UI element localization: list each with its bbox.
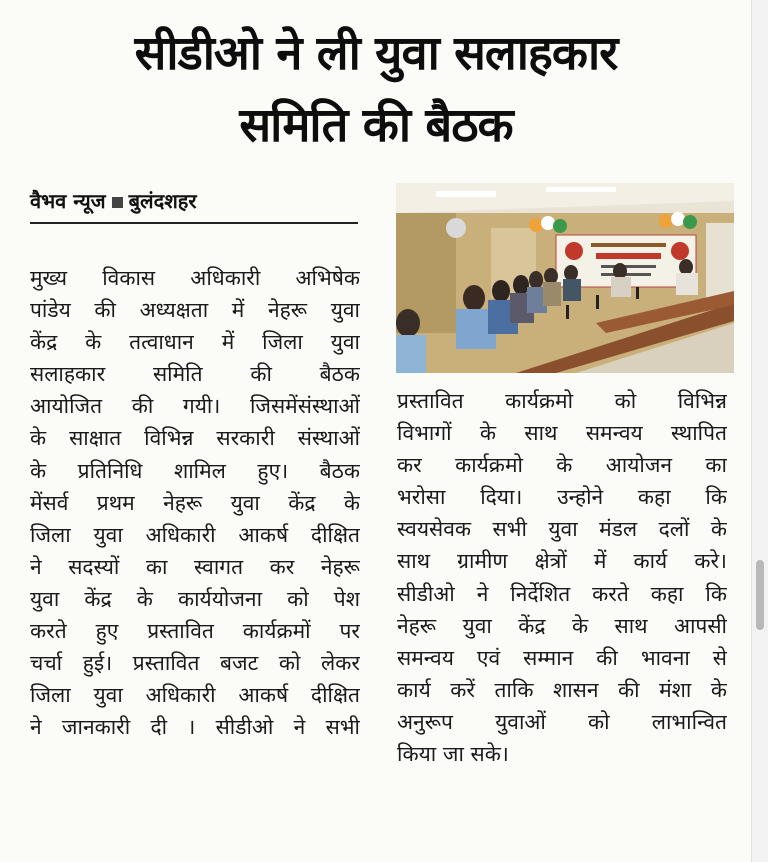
text-line: अनुरूप युवाओं को लाभान्वित xyxy=(397,709,727,734)
article-column-1 xyxy=(30,262,360,743)
text-line: विभागों के साथ समन्वय स्थापित xyxy=(397,421,727,446)
byline-place: बुलंदशहर xyxy=(128,189,197,213)
text-line: युवा केंद्र के कार्ययोजना को पेश xyxy=(30,586,360,611)
text-line: सलाहकार समिति की बैठक xyxy=(30,362,360,387)
headline-line-1: सीडीओ ने ली युवा सलाहकार xyxy=(134,26,618,81)
text-line: कर कार्यक्रमो के आयोजन का xyxy=(397,453,727,478)
text-line: के साक्षात विभिन्न सरकारी संस्थाओं xyxy=(30,426,360,451)
text-line: कार्य करें ताकि शासन की मंशा के xyxy=(397,677,727,702)
headline xyxy=(0,18,752,162)
text-line: आयोजित की गयी। जिसमेंसंस्थाओं xyxy=(30,394,360,419)
text-line: के प्रतिनिधि शामिल हुए। बैठक xyxy=(30,458,360,483)
text-line: किया जा सके। xyxy=(397,742,509,767)
article-column-2 xyxy=(397,385,727,770)
text-line: मेंसर्व प्रथम नेहरू युवा केंद्र के xyxy=(30,490,360,515)
text-line: समन्वय एवं सम्मान की भावना से xyxy=(397,645,727,670)
text-line: जिला युवा अधिकारी आकर्ष दीक्षित xyxy=(30,522,360,547)
square-bullet-icon xyxy=(112,197,123,208)
text-line: पांडेय की अध्यक्षता में नेहरू युवा xyxy=(30,298,360,323)
text-line: ने जानकारी दी । सीडीओ ने सभी xyxy=(30,715,360,740)
text-line: नेहरू युवा केंद्र के साथ आपसी xyxy=(397,613,727,638)
meeting-photo xyxy=(396,183,734,373)
headline-line-2: समिति की बैठक xyxy=(239,98,513,153)
text-line: करते हुए प्रस्तावित कार्यक्रमों पर xyxy=(30,619,360,644)
text-line: साथ ग्रामीण क्षेत्रों में कार्य करे। xyxy=(397,549,727,574)
text-line: प्रस्तावित कार्यक्रमो को विभिन्न xyxy=(397,389,727,413)
vertical-scrollbar[interactable] xyxy=(751,0,768,862)
text-line: चर्चा हुई। प्रस्तावित बजट को लेकर xyxy=(30,651,360,676)
text-line: मुख्य विकास अधिकारी अभिषेक xyxy=(30,266,360,290)
text-line: जिला युवा अधिकारी आकर्ष दीक्षित xyxy=(30,683,360,708)
text-line: भरोसा दिया। उन्होने कहा कि xyxy=(397,485,727,510)
byline-source: वैभव न्यूज xyxy=(30,189,106,213)
byline xyxy=(30,186,358,224)
text-line: सीडीओ ने निर्देशित करते कहा कि xyxy=(397,581,727,606)
text-line: केंद्र के तत्वाधान में जिला युवा xyxy=(30,330,360,355)
text-line: ने सदस्यों का स्वागत कर नेहरू xyxy=(30,554,360,579)
scrollbar-thumb[interactable] xyxy=(756,560,764,630)
text-line: स्वयसेवक सभी युवा मंडल दलों के xyxy=(397,517,727,542)
